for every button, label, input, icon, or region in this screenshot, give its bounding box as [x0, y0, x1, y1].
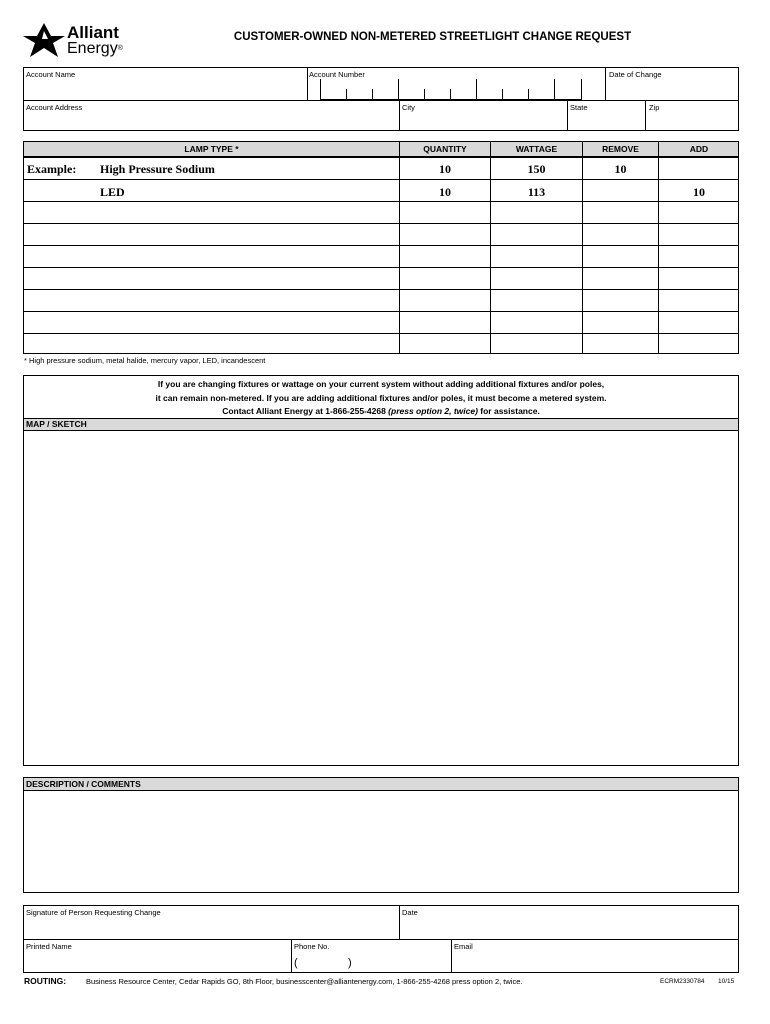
routing-label: ROUTING:	[24, 976, 67, 986]
signature-date-label: Date	[402, 908, 418, 917]
state-label: State	[570, 103, 588, 112]
phone-field[interactable]	[292, 952, 450, 972]
example-label: Example:	[27, 162, 77, 176]
signature-field[interactable]	[24, 918, 398, 938]
table-row-2-lamp: LED	[100, 185, 125, 199]
alliant-star-icon	[22, 22, 66, 58]
printed-name-field[interactable]	[24, 952, 290, 972]
table-row[interactable]	[24, 290, 738, 311]
account-address-label: Account Address	[26, 103, 83, 112]
logo-text-energy: Energy®	[67, 40, 123, 57]
routing-text: Business Resource Center, Cedar Rapids GO, 8th Floor, businesscenter@alliantenergy.com, 1-866-255-4268 press option 2, twice.	[86, 977, 523, 986]
state-field[interactable]	[568, 113, 644, 130]
phone-label: Phone No.	[294, 942, 330, 951]
table-row-2-add: 10	[693, 185, 705, 199]
date-of-change-field[interactable]	[606, 80, 738, 99]
city-label: City	[402, 103, 415, 112]
notice-line-3: Contact Alliant Energy at 1-866-255-4268 (press option 2, twice) for assistance.	[222, 406, 540, 416]
map-sketch-area[interactable]	[24, 432, 738, 765]
table-row[interactable]	[24, 268, 738, 289]
header-quantity: QUANTITY	[423, 144, 467, 154]
description-field[interactable]	[24, 792, 738, 892]
account-number-label: Account Number	[309, 70, 365, 79]
date-of-change-label: Date of Change	[609, 70, 662, 79]
logo-text-alliant: Alliant	[67, 23, 119, 42]
email-field[interactable]	[452, 952, 738, 972]
signature-date-field[interactable]	[400, 918, 738, 938]
notice-line-1: If you are changing fixtures or wattage on your current system without adding additional fixtures and/or poles,	[157, 379, 605, 389]
table-row[interactable]	[24, 334, 738, 353]
table-row-2-wattage: 113	[527, 185, 546, 199]
notice-text	[24, 378, 738, 419]
table-row-1-quantity: 10	[439, 162, 451, 176]
table-row-1-lamp: High Pressure Sodium	[100, 162, 215, 176]
notice-line-2: it can remain non-metered. If you are adding additional fixtures and/or poles, it must become a metered system.	[155, 392, 607, 403]
map-sketch-header	[24, 418, 738, 431]
table-row[interactable]	[24, 312, 738, 333]
table-row[interactable]	[24, 246, 738, 267]
table-row-2-quantity: 10	[439, 185, 451, 199]
map-sketch-label: MAP / SKETCH	[26, 419, 87, 429]
account-name-label: Account Name	[26, 70, 76, 79]
header-add: ADD	[689, 144, 709, 154]
description-label: DESCRIPTION / COMMENTS	[26, 779, 141, 789]
account-number-field[interactable]	[320, 79, 582, 100]
header-remove: REMOVE	[602, 144, 639, 154]
form-title: CUSTOMER-OWNED NON-METERED STREETLIGHT CHANGE REQUEST	[233, 31, 632, 43]
zip-field[interactable]	[646, 113, 738, 130]
phone-area-open: (	[294, 957, 298, 969]
header-wattage: WATTAGE	[515, 144, 558, 154]
header-lamp-type: LAMP TYPE *	[184, 144, 239, 154]
alliant-energy-logo	[22, 22, 132, 62]
signature-label: Signature of Person Requesting Change	[26, 908, 161, 917]
account-name-field[interactable]	[24, 80, 306, 99]
table-row[interactable]	[24, 202, 738, 223]
zip-label: Zip	[649, 103, 660, 112]
city-field[interactable]	[400, 113, 566, 130]
email-label: Email	[454, 942, 473, 951]
table-row[interactable]	[24, 224, 738, 245]
lamp-type-footnote: * High pressure sodium, metal halide, mercury vapor, LED, incandescent	[24, 356, 266, 365]
table-row-1-wattage: 150	[527, 162, 546, 176]
table-row-1-remove: 10	[614, 162, 627, 176]
form-revision: 10/15	[718, 978, 735, 985]
printed-name-label: Printed Name	[26, 942, 72, 951]
account-address-field[interactable]	[24, 113, 398, 130]
phone-area-close: )	[348, 957, 352, 969]
form-code: ECRM2330784	[660, 978, 705, 985]
